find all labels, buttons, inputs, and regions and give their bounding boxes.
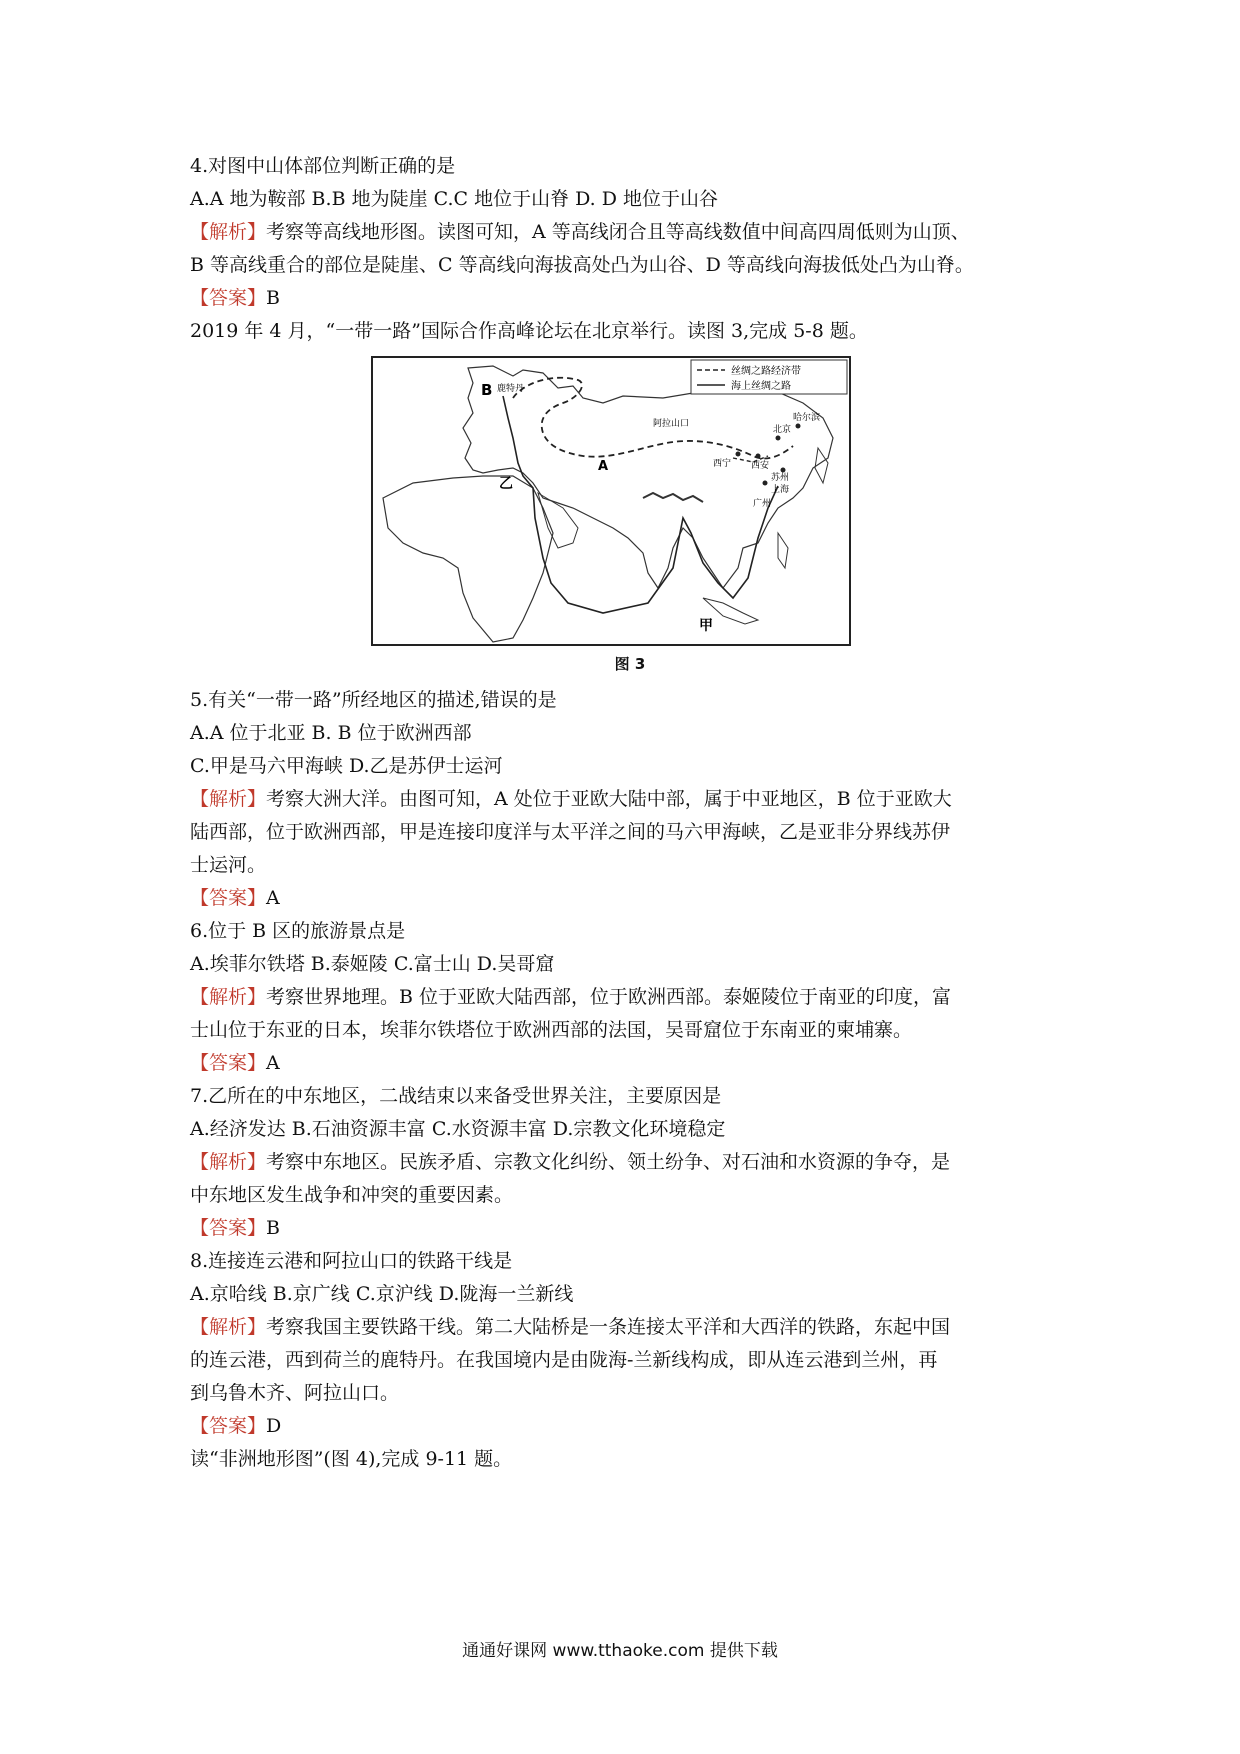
- intro-9-11: 读“非洲地形图”(图 4),完成 9-11 题。: [190, 1448, 513, 1470]
- q7-analysis-cont: 中东地区发生战争和冲突的重要因素。: [190, 1184, 514, 1206]
- q7-options: A.经济发达 B.石油资源丰富 C.水资源丰富 D.宗教文化环境稳定: [190, 1118, 726, 1140]
- analysis-text: 考察中东地区。民族矛盾、宗教文化纠纷、领土纷争、对石油和水资源的争夺，是: [266, 1151, 951, 1173]
- q6-answer: [190, 1047, 1070, 1080]
- answer-tag: 【答案】: [190, 1217, 267, 1239]
- africa-outline: [383, 476, 553, 642]
- analysis-text: 考察等高线地形图。读图可知，A 等高线闭合且等高线数值中间高四周低则为山顶、: [266, 221, 970, 243]
- city-dot-shanghai: [781, 468, 786, 473]
- analysis-tag: 【解析】: [190, 788, 267, 810]
- analysis-tag: 【解析】: [190, 1316, 267, 1338]
- label-rotterdam: 鹿特丹: [497, 384, 525, 394]
- belt-road-map: [371, 356, 851, 646]
- answer-value: B: [266, 1217, 280, 1239]
- page-footer: 通通好课网 www.tthaoke.com 提供下载: [462, 1641, 778, 1661]
- label-jia: 甲: [699, 618, 713, 634]
- label-alashankou: 阿拉山口: [653, 419, 690, 429]
- maritime-silk-road: [503, 396, 778, 613]
- city-dot-xining: [736, 452, 741, 457]
- q8-options: A.京哈线 B.京广线 C.京沪线 D.陇海一兰新线: [190, 1283, 574, 1305]
- label-yi: 乙: [499, 476, 513, 492]
- document-page: [190, 150, 1070, 1476]
- q5-answer: [190, 882, 1070, 915]
- city-dot-xian: [756, 454, 761, 459]
- q8-answer: [190, 1410, 1070, 1443]
- himalaya-hatch: [643, 493, 703, 502]
- label-guangzhou: 广州: [753, 499, 772, 509]
- analysis-text: 考察大洲大洋。由图可知，A 处位于亚欧大陆中部，属于中亚地区，B 位于亚欧大: [266, 788, 952, 810]
- answer-tag: 【答案】: [190, 1415, 267, 1437]
- label-xian: 西安: [751, 461, 770, 471]
- city-dot-beijing: [776, 436, 781, 441]
- city-dot-harbin: [796, 424, 801, 429]
- answer-value: A: [266, 1052, 280, 1074]
- q6-options: A.埃菲尔铁塔 B.泰姬陵 C.富士山 D.吴哥窟: [190, 953, 555, 975]
- q5-analysis-cont-2: 士运河。: [190, 854, 267, 876]
- legend-solid-label: 海上丝绸之路: [731, 381, 791, 392]
- q5-options-1: A.A 位于北亚 B. B 位于欧洲西部: [190, 722, 472, 744]
- label-xining: 西宁: [713, 459, 732, 469]
- philippines-outline: [778, 533, 788, 568]
- answer-tag: 【答案】: [190, 287, 267, 309]
- q7-answer: [190, 1212, 1070, 1245]
- analysis-tag: 【解析】: [190, 1151, 267, 1173]
- q8-stem: 8.连接连云港和阿拉山口的铁路干线是: [190, 1250, 513, 1272]
- q4-options: A.A 地为鞍部 B.B 地为陡崖 C.C 地位于山脊 D. D 地位于山谷: [190, 188, 719, 210]
- answer-tag: 【答案】: [190, 1052, 267, 1074]
- label-shanghai: 上海: [771, 485, 790, 495]
- legend-dashed-label: 丝绸之路经济带: [731, 366, 801, 377]
- answer-value: A: [266, 887, 280, 909]
- q5-analysis-cont: 陆西部，位于欧洲西部，甲是连接印度洋与太平洋之间的马六甲海峡，乙是亚非分界线苏伊: [190, 821, 951, 843]
- q4-analysis-cont: B 等高线重合的部位是陡崖、C 等高线向海拔高处凸为山谷、D 等高线向海拔低处凸为山脊。: [190, 254, 974, 276]
- q4-stem: 4.对图中山体部位判断正确的是: [190, 155, 456, 177]
- q4-answer: [190, 282, 1070, 315]
- q8-analysis: [190, 1311, 1070, 1344]
- q4-analysis: [190, 216, 1070, 249]
- label-beijing: 北京: [773, 425, 792, 435]
- answer-value: D: [266, 1415, 282, 1437]
- arabia-outline: [538, 493, 578, 548]
- q8-analysis-cont-2: 到乌鲁木齐、阿拉山口。: [190, 1382, 400, 1404]
- label-B: B: [481, 381, 493, 399]
- answer-tag: 【答案】: [190, 887, 267, 909]
- q5-stem: 5.有关“一带一路”所经地区的描述,错误的是: [190, 689, 557, 711]
- q7-analysis: [190, 1146, 1070, 1179]
- map-drawing: [373, 358, 849, 644]
- intro-5-8: 2019 年 4 月，“一带一路”国际合作高峰论坛在北京举行。读图 3,完成 5-8 题。: [190, 320, 868, 342]
- city-dot-guangzhou: [763, 481, 768, 486]
- analysis-text: 考察世界地理。B 位于亚欧大陆西部，位于欧洲西部。泰姬陵位于南亚的印度，富: [266, 986, 952, 1008]
- label-harbin: 哈尔滨: [793, 413, 821, 423]
- q7-stem: 7.乙所在的中东地区，二战结束以来备受世界关注，主要原因是: [190, 1085, 722, 1107]
- q5-options-2: C.甲是马六甲海峡 D.乙是苏伊士运河: [190, 755, 503, 777]
- q6-analysis: [190, 981, 1070, 1014]
- q6-stem: 6.位于 B 区的旅游景点是: [190, 920, 406, 942]
- q6-analysis-cont: 士山位于东亚的日本，埃菲尔铁塔位于欧洲西部的法国，吴哥窟位于东南亚的柬埔寨。: [190, 1019, 913, 1041]
- q8-analysis-cont: 的连云港，西到荷兰的鹿特丹。在我国境内是由陇海-兰新线构成，即从连云港到兰州，再: [190, 1349, 938, 1371]
- analysis-text: 考察我国主要铁路干线。第二大陆桥是一条连接太平洋和大西洋的铁路，东起中国: [266, 1316, 951, 1338]
- label-suzhou: 苏州: [771, 473, 790, 483]
- answer-value: B: [266, 287, 280, 309]
- q5-analysis: [190, 783, 1070, 816]
- analysis-tag: 【解析】: [190, 986, 267, 1008]
- analysis-tag: 【解析】: [190, 221, 267, 243]
- label-A: A: [598, 459, 609, 474]
- figure-caption: 图 3: [614, 655, 646, 673]
